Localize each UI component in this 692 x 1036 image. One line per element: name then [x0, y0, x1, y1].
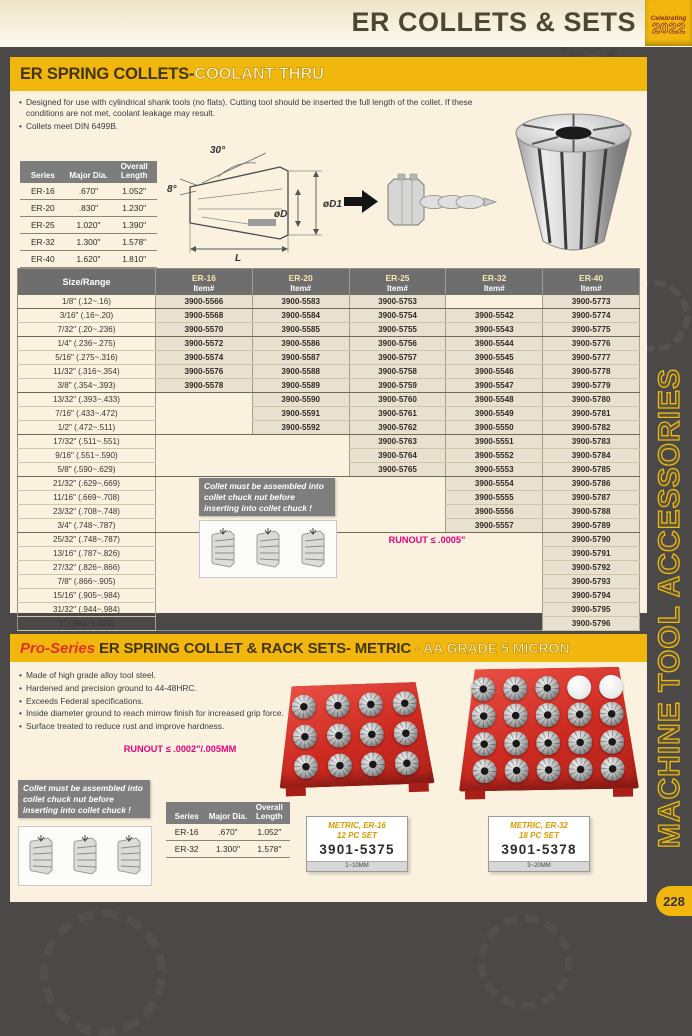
table-row: 5/8" (.590~.629) 3900-5765 3900-5553 3900-5785	[18, 463, 640, 477]
collet-in-tray	[536, 731, 560, 755]
collet-in-tray	[326, 723, 351, 748]
table-row: 3/8" (.354~.393) 3900-5578 3900-5589 3900-5759 3900-5547 3900-5779	[18, 379, 640, 393]
set-count: 18 PC SET	[518, 831, 559, 841]
set-label-er16	[306, 816, 408, 872]
section2-spec-table: Series Major Dia. Overall Length ER-16 .670" 1.052" ER-32 1.300" 1.578"	[166, 802, 290, 858]
sidebar-vertical-label: MACHINE TOOL ACCESSORIES	[653, 368, 686, 849]
spec-row: ER-40 1.620" 1.810"	[20, 250, 157, 267]
collet-assembly-icon	[24, 834, 58, 878]
table-row: 1/2" (.472~.511) 3900-5592 3900-5762 3900-5550 3900-5782	[18, 421, 640, 435]
spec-row: ER-32 1.300" 1.578"	[166, 840, 290, 857]
collet-in-tray	[392, 691, 417, 716]
table-row: 25/32" (.748~.787) 3900-5790	[18, 533, 640, 547]
collet-in-tray	[292, 724, 317, 749]
table-row: 31/32" (.944~.984) 3900-5795	[18, 603, 640, 617]
table-row: 21/32" (.629~.669) 3900-5554 3900-5786	[18, 477, 640, 491]
collet-in-tray	[567, 702, 591, 726]
page-header	[0, 0, 692, 47]
collet-in-tray	[568, 757, 592, 781]
spec-row: ER-16 .670" 1.052"	[166, 824, 290, 841]
bullet-item: • Designed for use with cylindrical shank tools (no flats). Cutting tool should be inserted the full length of the collet. If these conditions are not met, coolant leakage may result.	[19, 97, 473, 118]
section1-title: ER SPRING COLLETS-	[20, 64, 195, 83]
table-row: 13/16" (.787~.826) 3900-5791	[18, 547, 640, 561]
runout-note: RUNOUT ≤ .0005"	[388, 535, 466, 545]
runout-note-2: RUNOUT ≤ .0002"/.005MM	[123, 744, 237, 754]
empty-tray-hole	[599, 674, 623, 698]
section2-title: ER SPRING COLLET & RACK SETS- METRIC	[99, 639, 412, 657]
table-row: 1" (.984~1.020) 3900-5796	[18, 617, 640, 631]
table-row: 7/8" (.866~.905) 3900-5793	[18, 575, 640, 589]
collet-in-tray	[535, 703, 559, 727]
spec-row: ER-25 1.020" 1.390"	[20, 216, 157, 233]
collet-item-table: Size/Range ER-16 Item# ER-20 Item# ER-25 Item# ER-32 Item# ER-40 Item# 1/8" (.12~.16) 3900-5566 3900-5583 3900-5753 3900-5773 3/16" (.16~.20) 3900-5568 3900-5584 3900-5754 3900-5542 3900-5774 7/32" (.20~.236) 3900-5570 3900-5585 3900-5755 3900-5543 3900-5775 1/4" (.236~.275) 3900-5572 3900-5586 3900-5756 3900-5544 3900-5776 5/16" (.275~.316) 3900-5574 3900-5587 3900-5757 3900-5545 3900-5777 11/32" (.316~.354) 3900-5576 3900-5588 3900-5758 3900-5546 3900-5778 3/8" (.354~.393) 3900-5578 3900-5589 3900-5759 3900-5547 3900-5779 13/32" (.393~.433) 3900-5590 3900-5760 3900-5548 3900-5780 7/16" (.433~.472) 3900-5591 3900-5761 3900-5549 3900-5781 1/2" (.472~.511) 3900-5592 3900-5762 3900-5550 3900-5782 17/32" (.511~.551) 3900-5763 3900-5551 3900-5783 9/16" (.551~.590) 3900-5764 3900-5552 3900-5784 5/8" (.590~.629) 3900-5765 3900-5553 3900-5785 21/32" (.629~.669) 3900-5554 3900-5786 11/16" (.669~.708) 3900-5555 3900-5787 23/32" (.708~.748) 3900-5556 3900-5788 3/4" (.748~.787) 3900-5557 3900-5789 25/32" (.748~.787) 3900-5790 13/16" (.787~.826) 3900-5791 27/32" (.826~.866) 3900-5792 7/8" (.866~.905) 3900-5793 15/16" (.905~.984) 3900-5794 31/32" (.944~.984) 3900-5795 1" (.984~1.020) 3900-5796	[17, 268, 640, 631]
collet-assembly-icon	[68, 834, 102, 878]
page-title: ER COLLETS & SETS	[351, 7, 636, 37]
diagram-dia-inner-label: øD	[274, 209, 288, 220]
empty-tray-hole	[567, 675, 591, 699]
table-row: 1/8" (.12~.16) 3900-5566 3900-5583 3900-5753 3900-5773	[18, 295, 640, 309]
section2-title-accent: - AA GRADE 5 MICRON	[415, 640, 570, 656]
bullet-item: • Collets meet DIN 6499B.	[19, 120, 119, 131]
collet-in-tray	[361, 752, 386, 777]
table-row: 7/32" (.20~.236) 3900-5570 3900-5585 3900-5755 3900-5543 3900-5775	[18, 323, 640, 337]
bullet-item: • Hardened and precision ground to 44-48HRC.	[19, 682, 197, 693]
collet-assembly-icon	[251, 527, 285, 571]
tray-leg	[286, 787, 306, 797]
tray-leg	[409, 782, 429, 792]
collet-assembly-icon	[206, 527, 240, 571]
collet-in-tray	[503, 676, 527, 700]
table-row: 11/32" (.316~.354) 3900-5576 3900-5588 3900-5758 3900-5546 3900-5778	[18, 365, 640, 379]
section1-bullets	[19, 97, 489, 133]
page-number: 228	[663, 893, 685, 909]
set-item-number: 3901-5375	[319, 841, 395, 857]
collet-in-tray	[395, 751, 420, 776]
table-row: 5/16" (.275~.316) 3900-5574 3900-5587 3900-5757 3900-5545 3900-5777	[18, 351, 640, 365]
page-number-badge	[656, 886, 692, 916]
table-row: 3/4" (.748~.787) 3900-5557 3900-5789	[18, 519, 640, 533]
collet-in-tray	[535, 676, 559, 700]
tray-leg	[613, 788, 633, 797]
set-item-number: 3901-5378	[501, 841, 577, 857]
bullet-item: • Exceeds Federal specifications.	[19, 695, 144, 706]
set-range: 3~20MM	[489, 861, 589, 871]
collet-in-tray	[503, 704, 527, 728]
bullet-item: • Made of high grade alloy tool steel.	[19, 670, 156, 680]
assembly-note: Collet must be assembled into collet chuck nut before inserting into collet chuck !	[199, 478, 335, 516]
section-pro-series-sets	[10, 634, 647, 902]
collet-in-tray	[293, 754, 318, 779]
celebrating-2022-badge	[645, 0, 692, 46]
section1-title-band	[10, 57, 647, 91]
badge-year-text: 2022	[651, 20, 686, 37]
section1-title-accent: COOLANT THRU	[194, 64, 324, 83]
spec-row: ER-20 .830" 1.230"	[20, 199, 157, 216]
collet-dimension-diagram	[162, 137, 502, 267]
table-row: 27/32" (.826~.866) 3900-5792	[18, 561, 640, 575]
collet-in-tray	[504, 759, 528, 783]
collet-in-tray	[504, 731, 528, 755]
table-row: 23/32" (.708~.748) 3900-5556 3900-5788	[18, 505, 640, 519]
collet-in-tray	[359, 692, 384, 717]
collet-in-tray	[600, 729, 624, 753]
table-row: 17/32" (.511~.551) 3900-5763 3900-5551 3900-5783	[18, 435, 640, 449]
spec-row: ER-32 1.300" 1.578"	[20, 233, 157, 250]
set-name: METRIC, ER-32	[510, 821, 568, 830]
collet-in-tray	[472, 732, 496, 756]
collet-in-tray	[599, 702, 623, 726]
collet-in-tray	[471, 677, 495, 701]
set-label-er32	[488, 816, 590, 872]
collet-assembly-icon	[296, 527, 330, 571]
diagram-dia-outer-label: øD1	[323, 199, 342, 210]
collet-set-photo-er16	[276, 681, 435, 796]
table-row: 13/32" (.393~.433) 3900-5590 3900-5760 3900-5548 3900-5780	[18, 393, 640, 407]
gear-decoration	[40, 910, 166, 1036]
table-row: 7/16" (.433~.472) 3900-5591 3900-5761 3900-5549 3900-5781	[18, 407, 640, 421]
section2-title-band	[10, 634, 647, 662]
collet-in-tray	[394, 721, 419, 746]
section2-bullets	[19, 670, 319, 734]
diagram-angle-side-label: 8°	[167, 184, 177, 195]
collet-in-tray	[360, 722, 385, 747]
collet-assembly-icon	[112, 834, 146, 878]
collet-in-tray	[536, 758, 560, 782]
spec-row: ER-16 .670" 1.052"	[20, 183, 157, 200]
collet-photo	[502, 93, 645, 265]
collet-set-photo-er32	[457, 666, 639, 799]
assembly-diagram	[199, 520, 337, 578]
section1-spec-table: Series Major Dia. Overall Length ER-16 .670" 1.052" ER-20 .830" 1.230" ER-25 1.020" 1.390" ER-32 1.300" 1.578" ER-40 1.620" 1.810"	[20, 161, 157, 268]
table-row: 3/16" (.16~.20) 3900-5568 3900-5584 3900-5754 3900-5542 3900-5774	[18, 309, 640, 323]
collet-in-tray	[472, 759, 496, 783]
bullet-item: • Surface treated to reduce rust and improve hardness.	[19, 721, 225, 731]
collet-in-tray	[327, 753, 352, 778]
assembly-diagram-2	[18, 826, 152, 886]
badge-celebrating-text: Celebrating	[650, 15, 687, 22]
table-row: 15/16" (.905~.984) 3900-5794	[18, 589, 640, 603]
collet-in-tray	[471, 704, 495, 728]
section2-title-prefix: Pro-Series	[20, 639, 96, 657]
table-row: 9/16" (.551~.590) 3900-5764 3900-5552 3900-5784	[18, 449, 640, 463]
tray-leg	[465, 790, 485, 799]
set-count: 12 PC SET	[336, 831, 377, 841]
set-range: 1~10MM	[307, 861, 407, 871]
assembly-note-2: Collet must be assembled into collet chuck nut before inserting into collet chuck !	[18, 780, 150, 818]
collet-in-tray	[291, 694, 316, 719]
table-row: 1/4" (.236~.275) 3900-5572 3900-5586 3900-5756 3900-5544 3900-5776	[18, 337, 640, 351]
diagram-angle-top-label: 30°	[210, 145, 226, 156]
collet-in-tray	[568, 730, 592, 754]
gear-decoration	[478, 915, 572, 1009]
set-name: METRIC, ER-16	[328, 821, 386, 830]
table-row: 11/16" (.669~.708) 3900-5555 3900-5787	[18, 491, 640, 505]
diagram-length-label: L	[235, 253, 242, 264]
collet-in-tray	[325, 693, 350, 718]
collet-in-tray	[600, 757, 624, 781]
section-er-spring-collets	[10, 57, 647, 628]
bullet-item: • Inside diameter ground to reach mirrow finish for increased grip force.	[19, 708, 284, 719]
